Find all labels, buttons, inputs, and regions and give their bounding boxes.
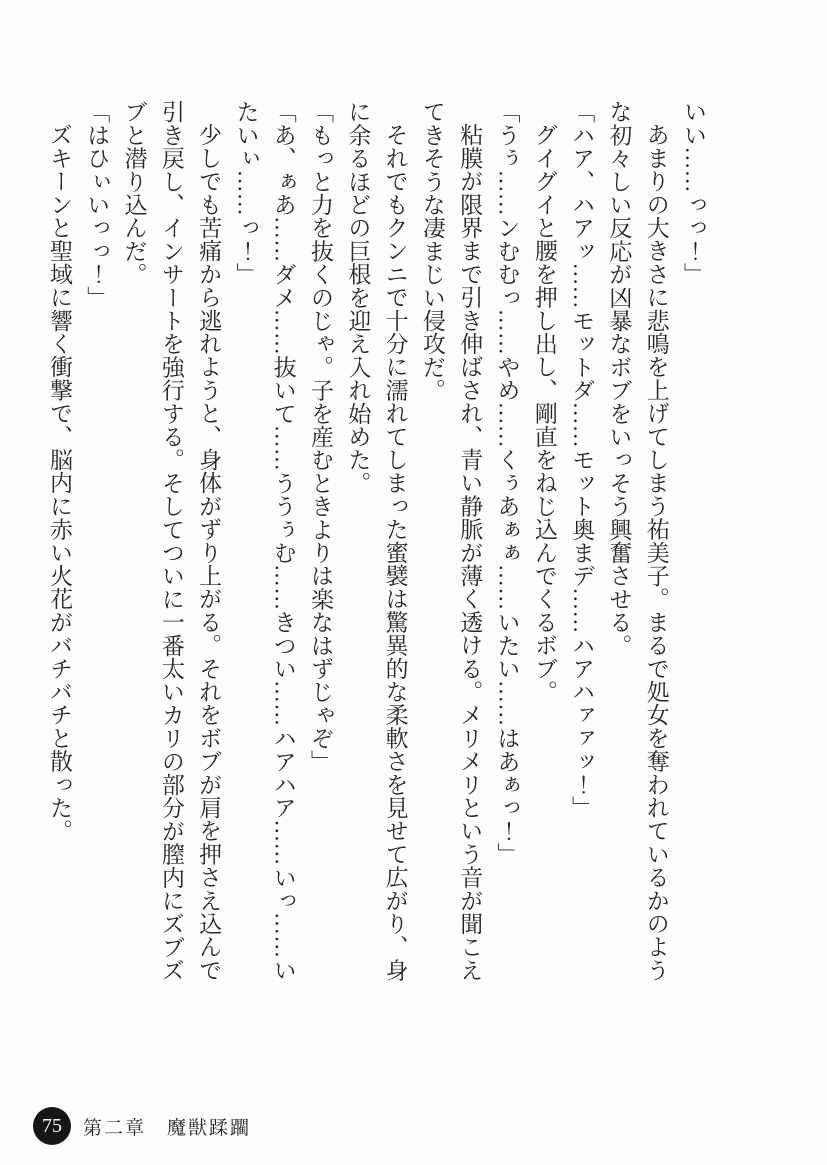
text-line: 「ハア、ハアッ……モットダ……モット奥まデ……ハアハァァッ！」	[569, 100, 595, 820]
text-line: てきそうな凄まじい侵攻だ。	[419, 100, 445, 402]
text-line: 「はひぃいっっ！」	[84, 100, 110, 309]
text-line: 少しでも苦痛から逃れようと、身体がずり上がる。それをボブが肩を押さえ込んで	[196, 123, 222, 982]
page-number: 75	[42, 1114, 62, 1137]
text-line: 「うぅ……ンむむっ……やめ……くぅあぁぁ……いたい……はあぁっ！」	[494, 100, 520, 866]
text-line: グイグイと腰を押し出し、剛直をねじ込んでくるボブ。	[531, 123, 557, 703]
text-line: な初々しい反応が凶暴なボブをいっそう興奮させる。	[606, 100, 632, 657]
text-line: それでもクンニで十分に濡れてしまった蜜襞は驚異的な柔軟さを見せて広がり、身	[382, 123, 408, 982]
text-line: 「もっと力を抜くのじゃ。子を産むときよりは楽なはずじゃぞ」	[308, 100, 334, 773]
text-line: ブと潜り込んだ。	[121, 100, 147, 286]
page-footer	[33, 1107, 251, 1145]
text-line: に余るほどの巨根を迎え入れ始めた。	[345, 100, 371, 495]
text-line: あまりの大きさに悲鳴を上げてしまう祐美子。まるで処女を奪われているかのよう	[643, 123, 669, 982]
text-line: ズキーンと聖域に響く衝撃で、脳内に赤い火花がバチバチと散った。	[46, 123, 72, 843]
chapter-title: 第二章 魔獣蹂躙	[83, 1117, 252, 1139]
vertical-text-block	[41, 100, 712, 988]
text-line: いい……っっ！」	[681, 100, 706, 286]
text-line: 「あ、ぁあ……ダメ……抜いて……ううぅむ……きつい……ハアハア……いっ……い	[270, 100, 296, 982]
text-line: たいぃ……っ！」	[233, 100, 259, 286]
text-line: 粘膜が限界まで引き伸ばされ、青い静脈が薄く透ける。メリメリという音が聞こえ	[457, 123, 483, 982]
page-number-badge	[33, 1107, 71, 1145]
text-line: 引き戻し、インサートを強行する。そしてついに一番太いカリの部分が膣内にズブズ	[158, 100, 184, 982]
